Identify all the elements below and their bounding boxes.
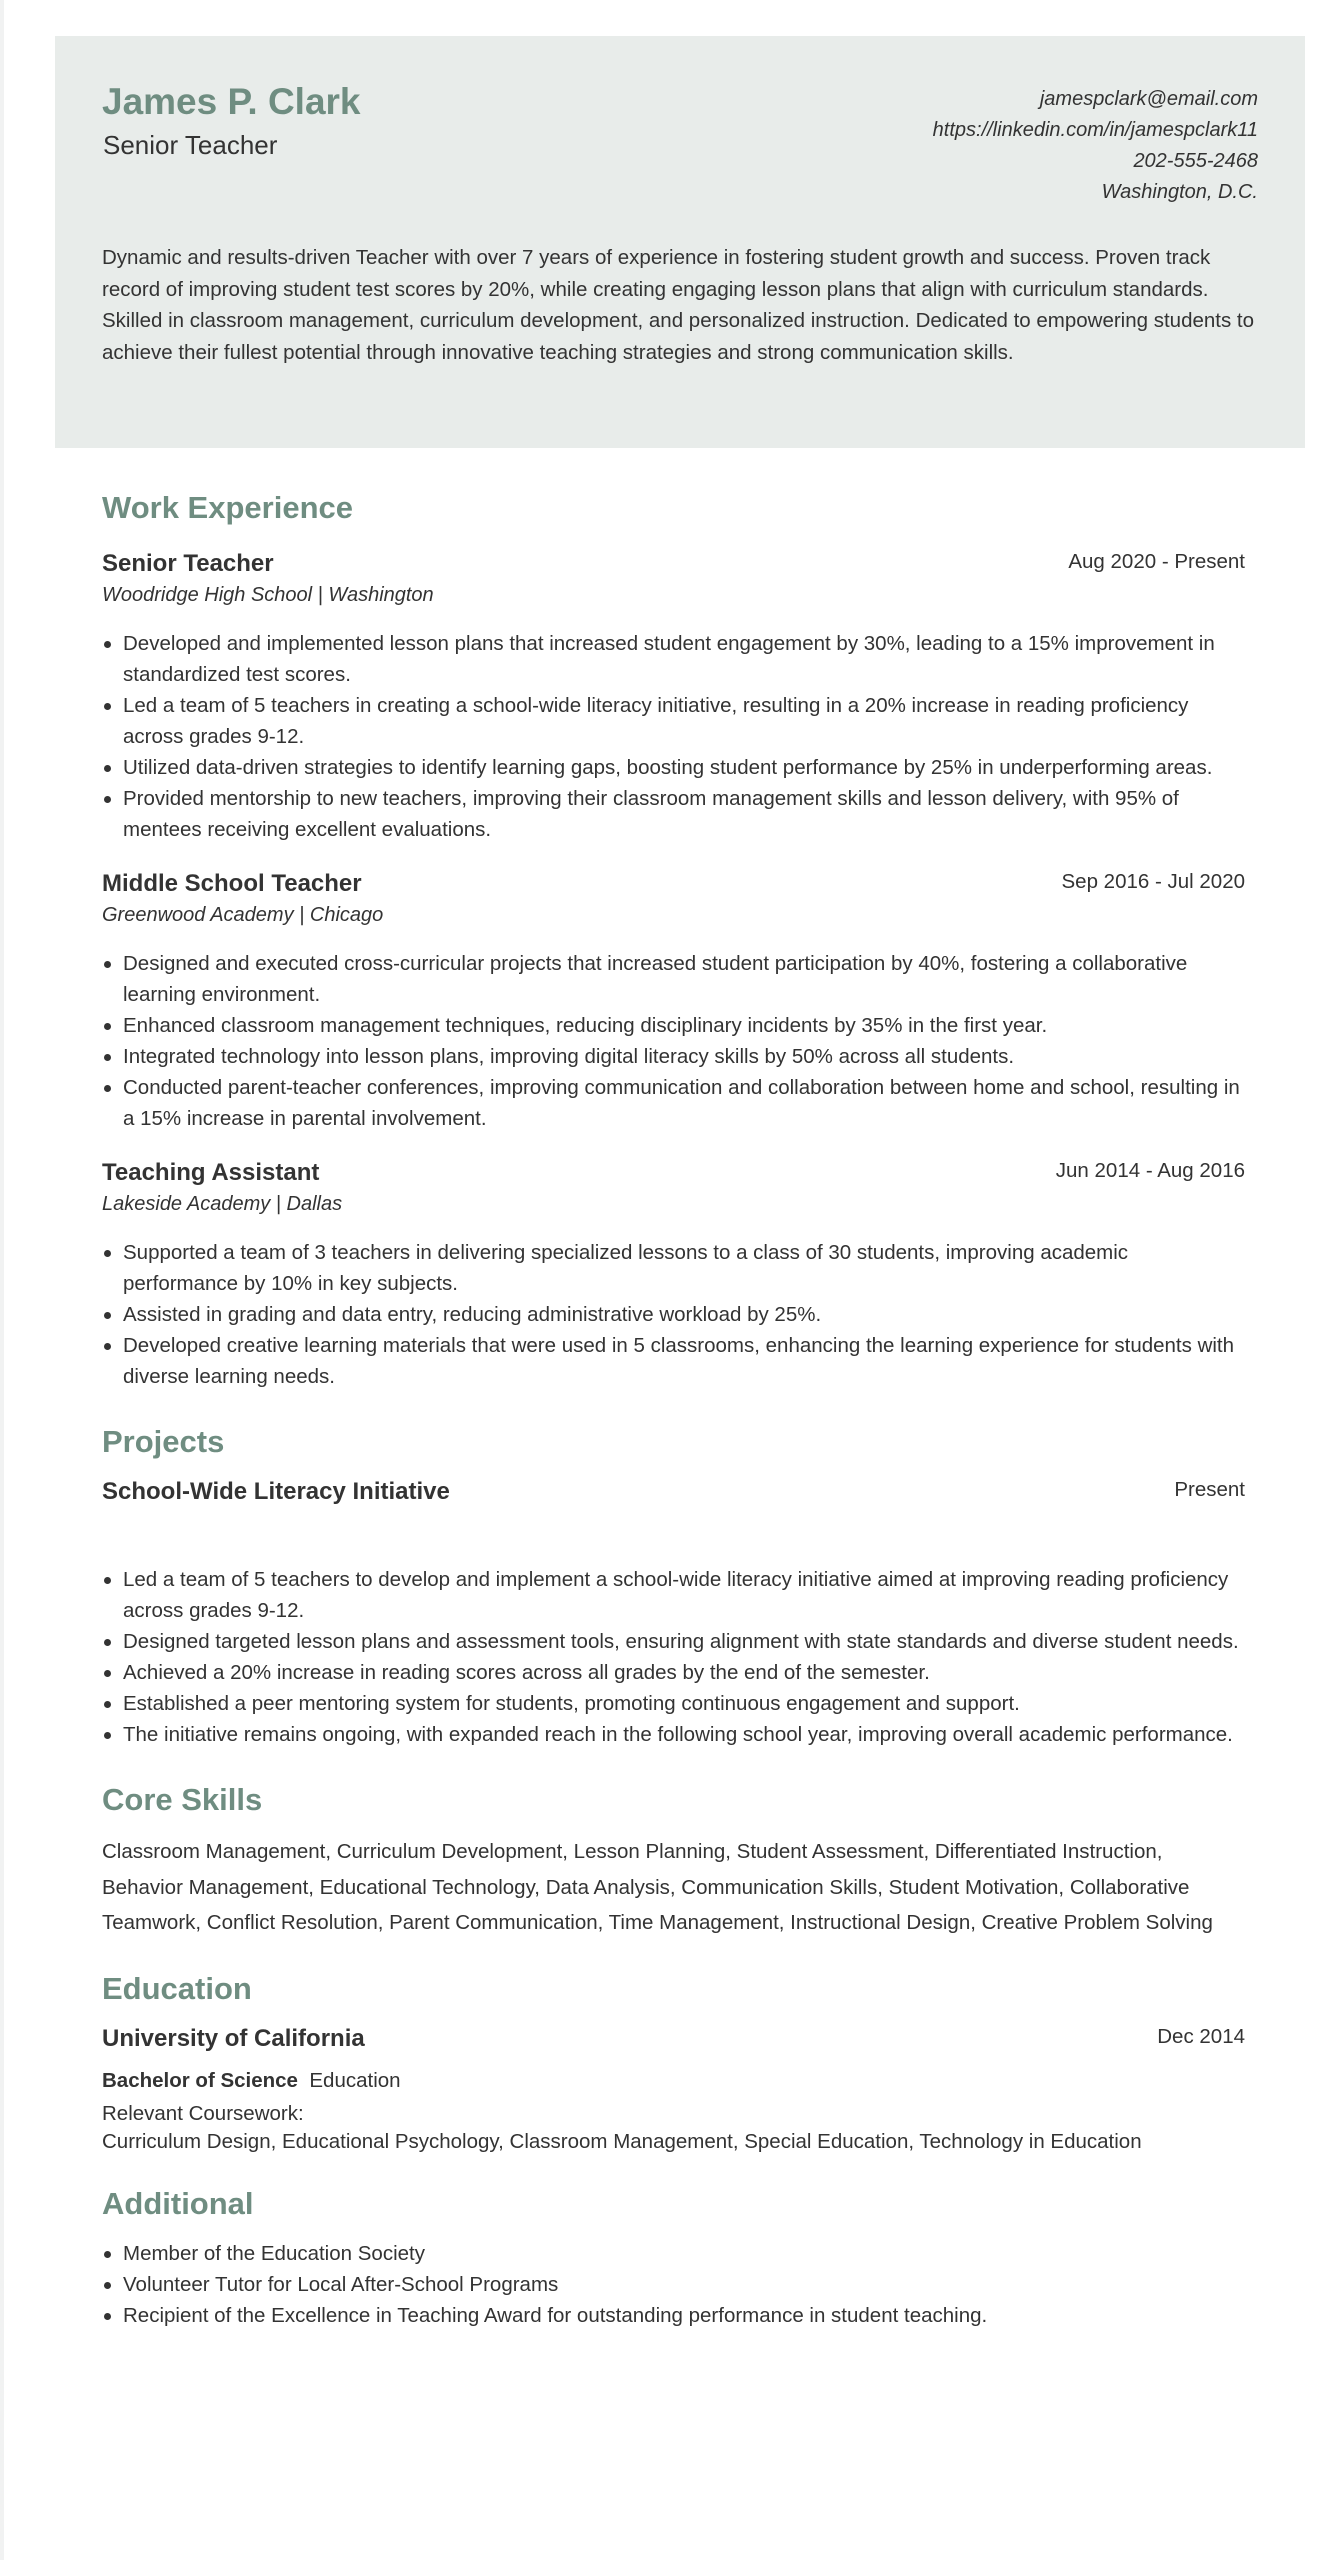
candidate-name: James P. Clark (102, 81, 361, 122)
job-title: Teaching Assistant (102, 1159, 320, 1186)
list-item: Volunteer Tutor for Local After-School Programs (123, 2269, 1245, 2300)
contact-info (933, 84, 1258, 208)
skills-list: Classroom Management, Curriculum Development, Lesson Planning, Student Assessment, Differentiated Instruction, Behavior Management, Educational Technology, Data Analysis, Communication Skills, Student Motivation, Collaborative Teamwork, Conflict Resolution, Parent Communication, Time Management, Instructional Design, Creative Problem Solving (102, 1840, 1213, 1934)
job-title: Senior Teacher (102, 550, 274, 577)
contact-linkedin[interactable]: https://linkedin.com/in/jamespclark11 (932, 119, 1258, 141)
project-bullets (102, 1564, 1245, 1750)
list-item: Assisted in grading and data entry, reducing administrative workload by 25%. (123, 1299, 1245, 1330)
contact-email[interactable]: jamespclark@email.com (1039, 88, 1258, 110)
list-item: The initiative remains ongoing, with expanded reach in the following school year, improving overall academic performance. (123, 1719, 1245, 1750)
section-title: Additional (102, 2185, 254, 2221)
resume-body (102, 488, 1245, 2331)
job-bullets (102, 948, 1245, 1134)
education-entry (102, 2023, 1245, 2156)
list-item: Supported a team of 3 teachers in delivering specialized lessons to a class of 30 students, improving academic performance by 10% in key subjects. (123, 1237, 1245, 1299)
coursework-list: Curriculum Design, Educational Psychology, Classroom Management, Special Education, Technology in Education (102, 2129, 1142, 2153)
list-item: Developed creative learning materials that were used in 5 classrooms, enhancing the learning experience for students with diverse learning needs. (123, 1330, 1245, 1392)
school-name: University of California (102, 2024, 365, 2052)
section-title: Work Experience (102, 490, 353, 525)
job-date: Aug 2020 - Present (1068, 550, 1245, 573)
project-title: School-Wide Literacy Initiative (102, 1478, 450, 1505)
list-item: Integrated technology into lesson plans, improving digital literacy skills by 50% across all students. (123, 1041, 1245, 1072)
additional-list (102, 2238, 1245, 2331)
list-item: Conducted parent-teacher conferences, improving communication and collaboration between home and school, resulting in a 15% increase in parental involvement. (123, 1072, 1245, 1134)
job-bullets (102, 1237, 1245, 1392)
projects-section (102, 1422, 1245, 1750)
resume-header (55, 36, 1305, 448)
list-item: Enhanced classroom management techniques, reducing disciplinary incidents by 35% in the first year. (123, 1010, 1245, 1041)
list-item: Established a peer mentoring system for students, promoting continuous engagement and support. (123, 1688, 1245, 1719)
degree: Bachelor of Science (102, 2068, 298, 2092)
candidate-role: Senior Teacher (103, 130, 278, 160)
field-of-study: Education (309, 2068, 401, 2092)
job-bullets (102, 628, 1245, 845)
skills-section (102, 1780, 1245, 1941)
education-section (102, 1969, 1245, 2156)
section-title: Projects (102, 1424, 225, 1459)
list-item: Recipient of the Excellence in Teaching Award for outstanding performance in student teaching. (123, 2300, 1245, 2331)
job-org: Woodridge High School | Washington (102, 584, 434, 606)
list-item: Achieved a 20% increase in reading scores across all grades by the end of the semester. (123, 1657, 1245, 1688)
list-item: Member of the Education Society (123, 2238, 1245, 2269)
section-title: Core Skills (102, 1782, 263, 1817)
list-item: Provided mentorship to new teachers, improving their classroom management skills and lesson delivery, with 95% of mentees receiving excellent evaluations. (123, 783, 1245, 845)
job-entry (102, 548, 1245, 845)
job-entry (102, 868, 1245, 1134)
project-date: Present (1174, 1478, 1245, 1501)
job-title: Middle School Teacher (102, 870, 362, 897)
job-date: Sep 2016 - Jul 2020 (1061, 870, 1245, 893)
list-item: Utilized data-driven strategies to identify learning gaps, boosting student performance by 25% in underperforming areas. (123, 752, 1245, 783)
contact-location: Washington, D.C. (1101, 181, 1258, 203)
work-experience-section (102, 488, 1245, 1392)
list-item: Designed and executed cross-curricular projects that increased student participation by 40%, fostering a collaborative learning environment. (123, 948, 1245, 1010)
education-date: Dec 2014 (1157, 2024, 1245, 2048)
job-org: Greenwood Academy | Chicago (102, 904, 384, 926)
job-org: Lakeside Academy | Dallas (102, 1193, 343, 1215)
list-item: Led a team of 5 teachers to develop and implement a school-wide literacy initiative aimed at improving reading proficiency across grades 9-12. (123, 1564, 1245, 1626)
section-title: Education (102, 1970, 252, 2006)
project-entry (102, 1476, 1245, 1750)
job-entry (102, 1157, 1245, 1392)
job-date: Jun 2014 - Aug 2016 (1055, 1159, 1245, 1182)
contact-phone: 202-555-2468 (1133, 150, 1258, 172)
list-item: Developed and implemented lesson plans that increased student engagement by 30%, leading to a 15% improvement in standardized test scores. (123, 628, 1245, 690)
list-item: Designed targeted lesson plans and assessment tools, ensuring alignment with state standards and diverse student needs. (123, 1626, 1245, 1657)
coursework-label: Relevant Coursework: (102, 2101, 304, 2125)
additional-section (102, 2184, 1245, 2331)
profile-summary: Dynamic and results-driven Teacher with over 7 years of experience in fostering student growth and success. Proven track record of improving student test scores by 20%, while creating engaging lesson plans that align with curriculum standards. Skilled in classroom management, curriculum development, and personalized instruction. Dedicated to empowering students to achieve their fullest potential through innovative teaching strategies and strong communication skills. (102, 246, 1255, 364)
list-item: Led a team of 5 teachers in creating a school-wide literacy initiative, resulting in a 20% increase in reading proficiency across grades 9-12. (123, 690, 1245, 752)
